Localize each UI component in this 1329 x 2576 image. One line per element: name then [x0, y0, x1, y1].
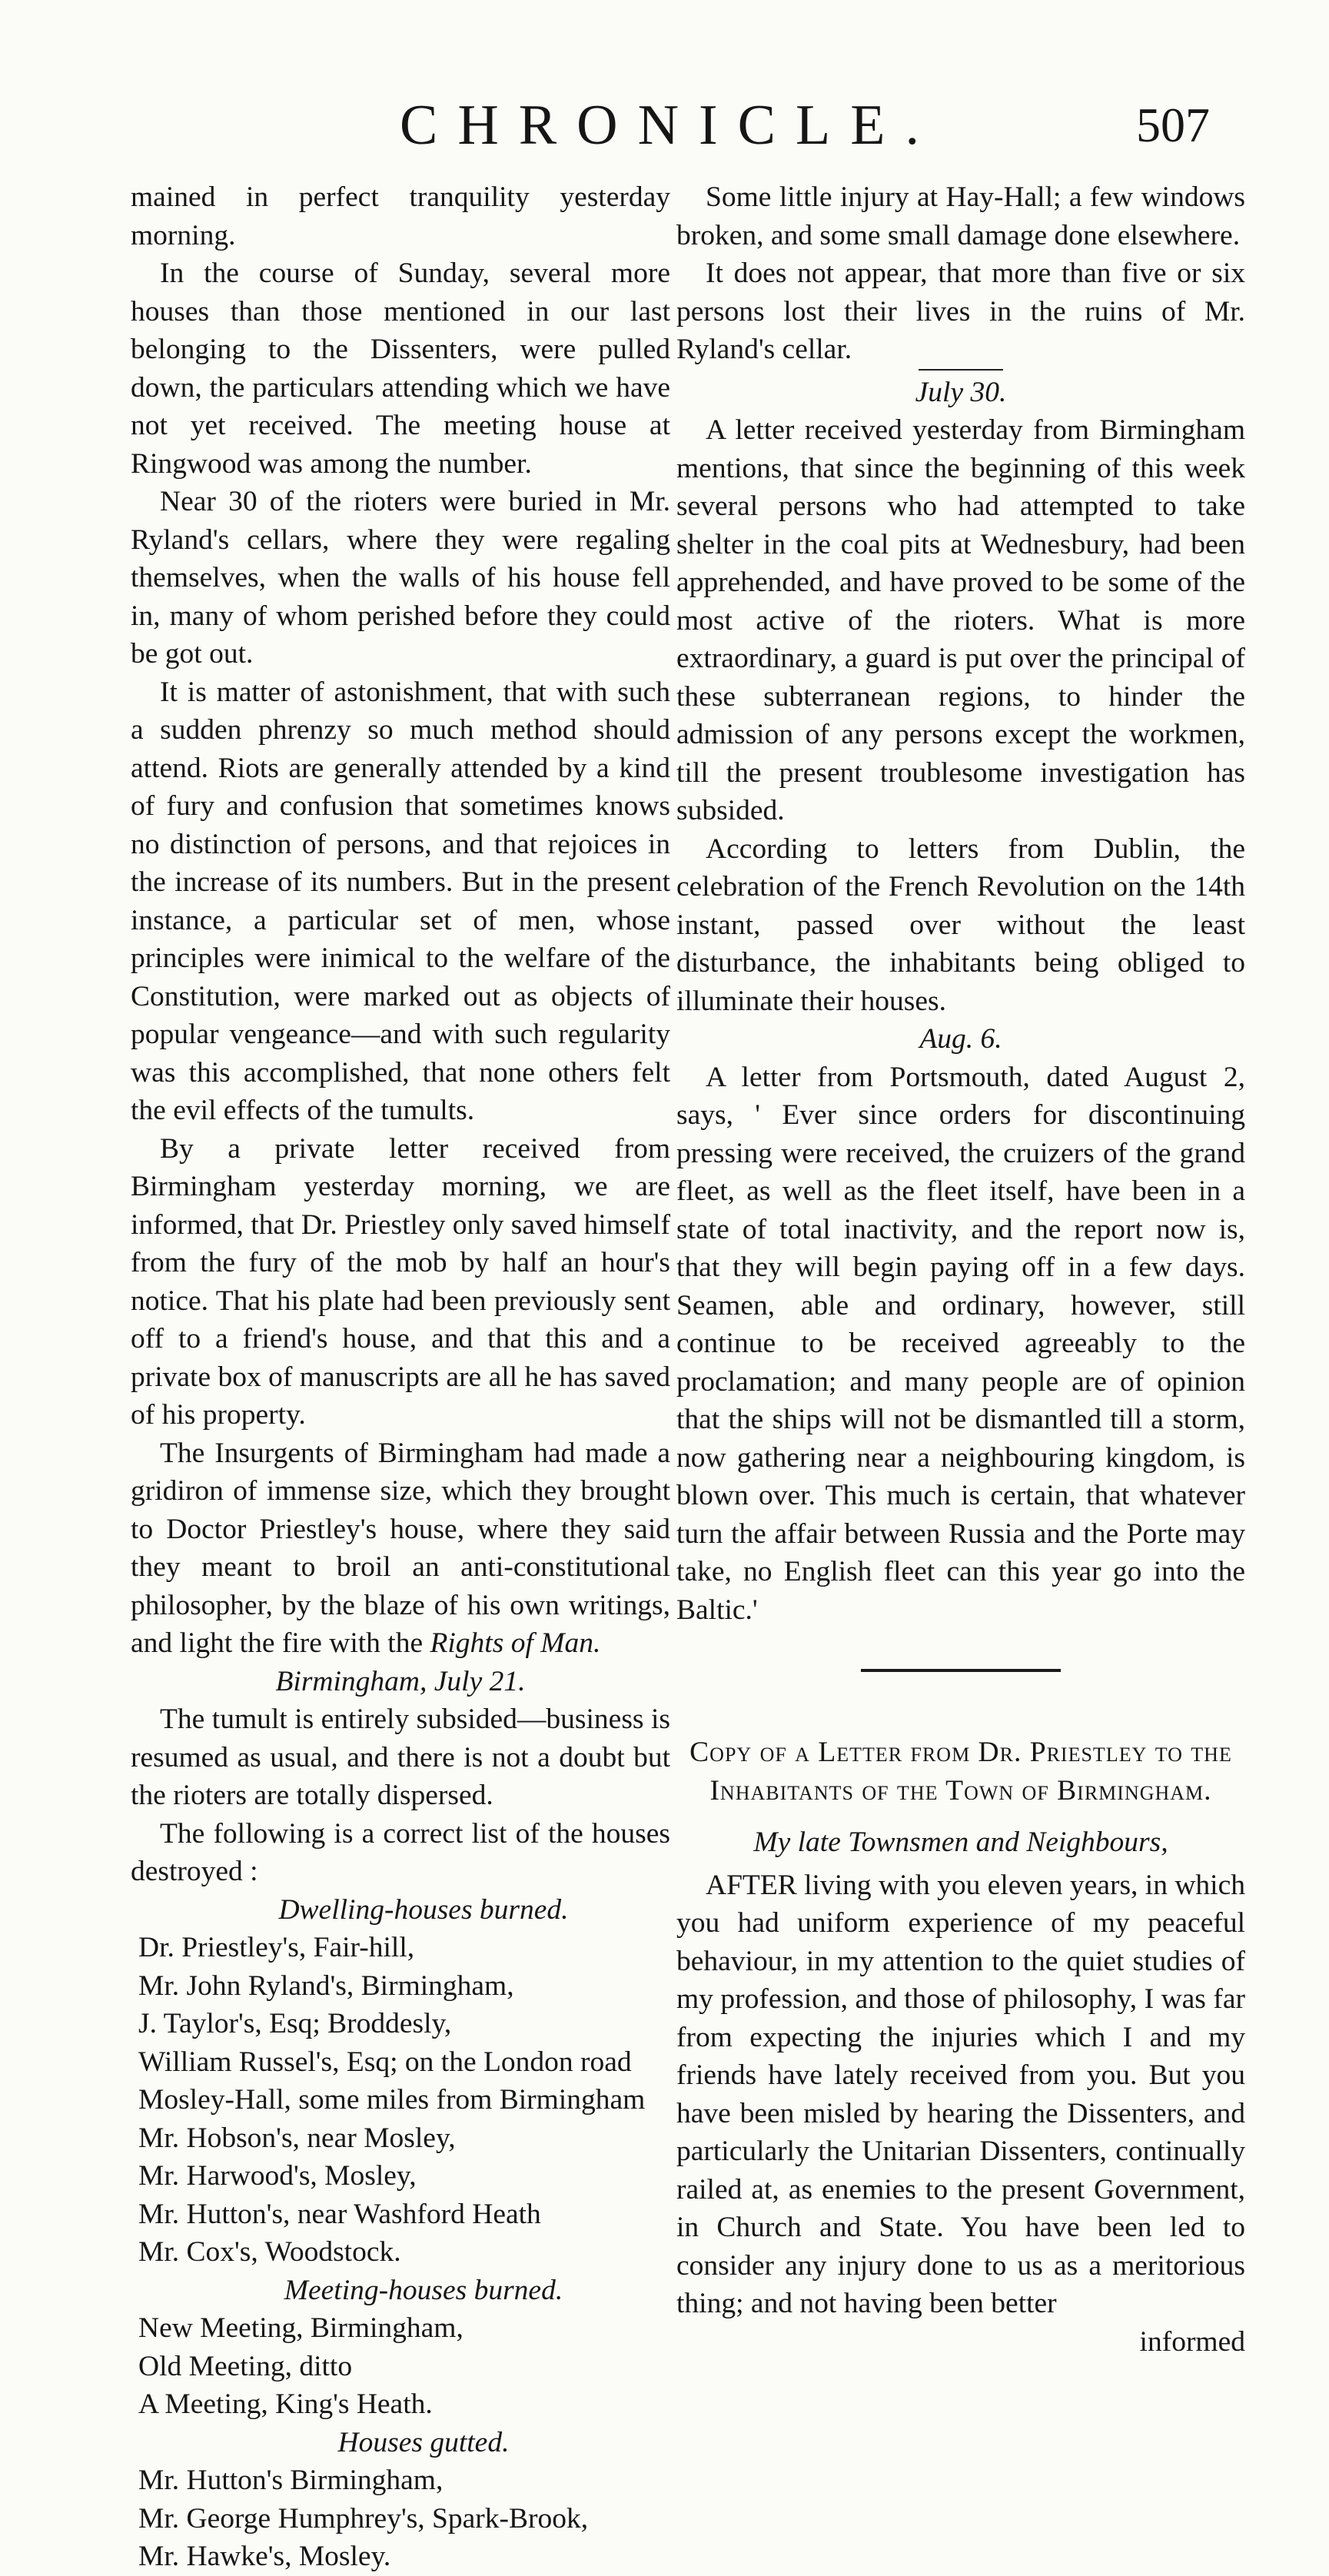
- left-column: [131, 178, 670, 2576]
- list-item: Old Meeting, ditto: [138, 2350, 353, 2382]
- list-item: A Meeting, King's Heath.: [138, 2388, 433, 2420]
- list-item: Mr. Hobson's, near Mosley,: [138, 2122, 456, 2154]
- paragraph-text: The Insurgents of Birmingham had made a gridiron of immense size, which they brought to Doctor Priestley's house, where they said they meant to broil an anti-constitutional philosopher, by the blaze of his own writings, and light the fire with the: [131, 1437, 670, 1659]
- paragraph: According to letters from Dublin, the celebration of the French Revolution on the 14th instant, passed over without the least disturbance, the inhabitants being obliged to illuminate their houses.: [676, 833, 1245, 1017]
- paragraph: It does not appear, that more than five or six persons lost their lives in the ruins of Mr. Ryland's cellar.: [676, 258, 1245, 365]
- right-column: [676, 178, 1245, 2361]
- list-heading: Houses gutted.: [337, 2426, 510, 2458]
- paragraph: It is matter of astonishment, that with such a sudden phrenzy so much method should attend. Riots are generally attended by a kind of fury and confusion that sometimes knows no distinction of persons, and that rejoices in the increase of its numbers. But in the present instance, a particular set of men, whose principles were inimical to the welfare of the Constitution, were marked out as objects of popular vengeance—and with such regularity was this accomplished, that none others felt the evil effects of the tumults.: [131, 676, 670, 1126]
- list-item: Mr. Harwood's, Mosley,: [138, 2160, 417, 2192]
- page-number: 507: [1136, 98, 1210, 152]
- paragraph: Some little injury at Hay-Hall; a few windows broken, and some small damage done elsewhere.: [676, 181, 1245, 251]
- list-heading: Dwelling-houses burned.: [278, 1893, 569, 1926]
- list-item: Mr. Hutton's Birmingham,: [138, 2465, 444, 2496]
- paragraph: A letter from Portsmouth, dated August 2, says, ' Ever since orders for discontinuing pressing were received, the cruizers of the grand fleet, as well as the fleet itself, have been in a state of total inactivity, and the report now is, that they will begin paying off in a few days. Seamen, able and ordinary, however, still continue to be received agreeably to the proclamation; and many people are of opinion that the ships will not be dismantled till a storm, now gathering near a neighbouring kingdom, is blown over. This much is certain, that whatever turn the affair between Russia and the Porte may take, no English fleet can this year go into the Baltic.': [676, 1061, 1245, 1626]
- list-item: Mr. George Humphrey's, Spark-Brook,: [138, 2502, 589, 2534]
- list-item: William Russel's, Esq; on the London road: [138, 2046, 632, 2078]
- catchword: informed: [1139, 2325, 1245, 2358]
- divider: [919, 369, 1003, 371]
- list-item: Mosley-Hall, some miles from Birmingham: [138, 2084, 646, 2116]
- dwelling-list: [131, 1929, 670, 2272]
- paragraph: The following is a correct list of the houses destroyed :: [131, 1817, 670, 1887]
- list-item: New Meeting, Birmingham,: [138, 2312, 463, 2344]
- paragraph: A letter received yesterday from Birmingham mentions, that since the beginning of this week several persons who had attempted to take shelter in the coal pits at Wednesbury, had been apprehended, and have proved to be some of the most active of the rioters. What is more extraordinary, a guard is put over the principal of these subterranean regions, to hinder the admission of any persons except the workmen, till the present troublesome investigation has subsided.: [676, 414, 1245, 826]
- list-heading: Meeting-houses burned.: [284, 2274, 563, 2306]
- paragraph: AFTER living with you eleven years, in which you had uniform experience of my peaceful behaviour, in my attention to the quiet studies of my profession, and those of philosophy, I was far from expecting the injuries which I and my friends have lately received from you. But you have been misled by hearing the Dissenters, and particularly the Unitarian Dissenters, continually railed at, as enemies to the present Government, in Church and State. You have been led to consider any injury done to us as a meritorious thing; and not having been better: [676, 1869, 1245, 2319]
- list-item: J. Taylor's, Esq; Broddesly,: [138, 2008, 452, 2039]
- paragraph: In the course of Sunday, several more houses than those mentioned in our last belonging to the Dissenters, were pulled down, the particulars attending which we have not yet received. The meeting house at Ringwood was among the number.: [131, 258, 670, 480]
- paragraph: [131, 1434, 670, 1663]
- paragraph: By a private letter received from Birmingham yesterday morning, we are informed, that Dr. Priestley only saved himself from the fury of the mob by half an hour's notice. That his plate had been previously sent off to a friend's house, and that this and a private box of manuscripts are all he has saved of his property.: [131, 1132, 670, 1431]
- page-header: [0, 91, 1329, 160]
- meeting-list: [131, 2309, 670, 2424]
- dateline: Birmingham, July 21.: [275, 1665, 526, 1697]
- list-item: Mr. Cox's, Woodstock.: [138, 2236, 401, 2268]
- list-item: Mr. Hawke's, Mosley.: [138, 2541, 391, 2572]
- salutation: My late Townsmen and Neighbours,: [753, 1826, 1168, 1858]
- dateline: July 30.: [915, 376, 1007, 408]
- letter-title: Copy of a Letter from Dr. Priestley to the Inhabitants of the Town of Birmingham.: [689, 1737, 1232, 1807]
- italic-title: Rights of Man.: [430, 1627, 601, 1659]
- gutted-list: [131, 2461, 670, 2576]
- paragraph: The tumult is entirely subsided—business is resumed as usual, and there is not a doubt but the rioters are totally dispersed.: [131, 1703, 670, 1811]
- list-item: Mr. Hutton's, near Washford Heath: [138, 2198, 541, 2230]
- list-item: Dr. Priestley's, Fair-hill,: [138, 1932, 415, 1963]
- paragraph: mained in perfect tranquility yesterday morning.: [131, 181, 670, 251]
- paragraph: Near 30 of the rioters were buried in Mr. Ryland's cellars, where they were regaling themselves, when the walls of his house fell in, many of whom perished before they could be got out.: [131, 486, 670, 670]
- running-title: CHRONICLE.: [400, 94, 939, 157]
- section-divider: [861, 1669, 1061, 1672]
- dateline: Aug. 6.: [919, 1023, 1002, 1055]
- list-item: Mr. John Ryland's, Birmingham,: [138, 1969, 514, 2002]
